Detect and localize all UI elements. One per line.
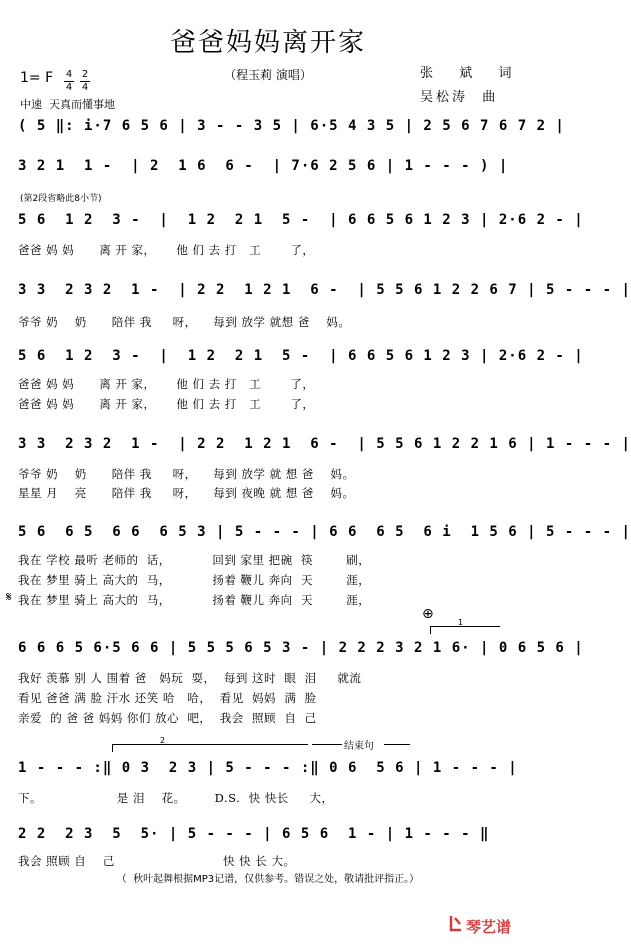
song-title: 爸爸妈妈离开家 [169,28,366,58]
lyric-line-9-1: 下。 是 泪 花。 D.S. 快 快长 大， [18,791,334,805]
notation-line-2: 3 2 1 1 - | 2 1 6 6 - | 7·6 2 5 6 | 1 - - - ) | [18,158,509,174]
ending-bracket-right [384,744,410,745]
repeat-note: (第2段省略此8小节) [20,194,102,204]
lyric-line-8-1: 我好 羡慕 别 人 围着 爸 妈玩 耍， 每到 这时 眼 泪 就流 [18,671,362,685]
lyric-line-8-3: 亲爱 的 爸 爸 妈妈 你们 放心 吧， 我会 照顾 自 己 [18,711,317,725]
singer-credit: （程玉莉 演唱） [224,68,312,82]
notation-line-8: 6 6 6 5 6·5 6 6 | 5 5 5 6 5 3 - | 2 2 2 3 2 1 6· | 0 6 5 6 | [18,640,584,656]
time-signature-2-4: 2 4 [81,69,89,93]
volta-2-tick [112,744,113,752]
notation-line-3: 5 6 1 2 3 - | 1 2 2 1 5 - | 6 6 5 6 1 2 3 | 2·6 2 - | [18,212,584,228]
ending-label: 结束句 [344,741,374,752]
logo-text: 琴艺谱 [466,918,512,936]
notation-line-10: 2 2 2 3 5 5· | 5 - - - | 6 5 6 1 - | 1 - - - ‖ [18,826,490,842]
lyric-line-3-1: 爸爸 妈 妈 离 开 家， 他 们 去 打 工 了， [18,243,315,257]
notation-line-4: 3 3 2 3 2 1 - | 2 2 1 2 1 6 - | 5 5 6 1 2 2 6 7 | 5 - - - | [18,282,631,298]
notation-line-6: 3 3 2 3 2 1 - | 2 2 1 2 1 6 - | 5 5 6 1 2 2 1 6 | 1 - - - | [18,436,631,452]
volta-1-label: 1 [458,618,464,627]
lyric-line-6-1: 爷爷 奶 奶 陪伴 我 呀， 每到 放学 就 想 爸 妈。 [18,467,355,481]
ending-bracket-left [312,744,342,745]
notation-line-7: 5 6 6 5 6 6 6 5 3 | 5 - - - | 6 6 6 5 6 i 1 5 6 | 5 - - - | [18,524,631,540]
tempo-marking: 中速 天真而懂事地 [20,98,115,111]
notation-line-1: ( 5 ‖: i·7 6 5 6 | 3 - - 3 5 | 6·5 4 3 5 | 2 5 6 7 6 7 2 | [18,118,565,134]
lyric-line-7-3: 我在 梦里 骑上 高大的 马， 扬着 鞭儿 奔向 天 涯， [18,593,371,607]
notation-line-9: 1 - - - :‖ 0 3 2 3 | 5 - - - :‖ 0 6 5 6 | 1 - - - | [18,760,518,776]
lyric-line-7-2: 我在 梦里 骑上 高大的 马， 扬着 鞭儿 奔向 天 涯， [18,573,371,587]
lyricist-credit: 张 斌 词 [420,66,518,81]
notation-line-5: 5 6 1 2 3 - | 1 2 2 1 5 - | 6 6 5 6 1 2 3 | 2·6 2 - | [18,348,584,364]
time-signature-4-4: 4 4 [65,69,73,93]
lyric-line-6-2: 星星 月 亮 陪伴 我 呀， 每到 夜晚 就 想 爸 妈。 [18,486,355,500]
transcription-note: （ 秋叶起舞根据MP3记谱，仅供参考。错误之处，敬请批评指正。） [116,874,420,885]
lyric-line-5-1: 爸爸 妈 妈 离 开 家， 他 们 去 打 工 了， [18,377,315,391]
volta-2-label: 2 [160,736,166,745]
logo-icon [448,914,464,932]
composer-credit: 吴松涛 曲 [420,90,499,105]
lyric-line-10-1: 我会 照顾 自 己 快 快 长 大。 [18,854,296,868]
segno-sign: 𝄋 [6,590,12,605]
volta-1-bracket [430,626,500,627]
lyric-line-8-2: 看见 爸爸 满 脸 汗水 还笑 哈 哈， 看见 妈妈 满 脸 [18,691,317,705]
volta-2-bracket [112,744,308,745]
lyric-line-5-2: 爸爸 妈 妈 离 开 家， 他 们 去 打 工 了， [18,397,315,411]
volta-1-tick [430,626,431,634]
key-signature: 1= F [20,70,54,86]
lyric-line-7-1: 我在 学校 最听 老师的 话， 回到 家里 把碗 筷 刷， [18,553,371,567]
coda-sign: ⊕ [422,606,434,622]
lyric-line-4-1: 爷爷 奶 奶 陪伴 我 呀， 每到 放学 就想 爸 妈。 [18,315,351,329]
